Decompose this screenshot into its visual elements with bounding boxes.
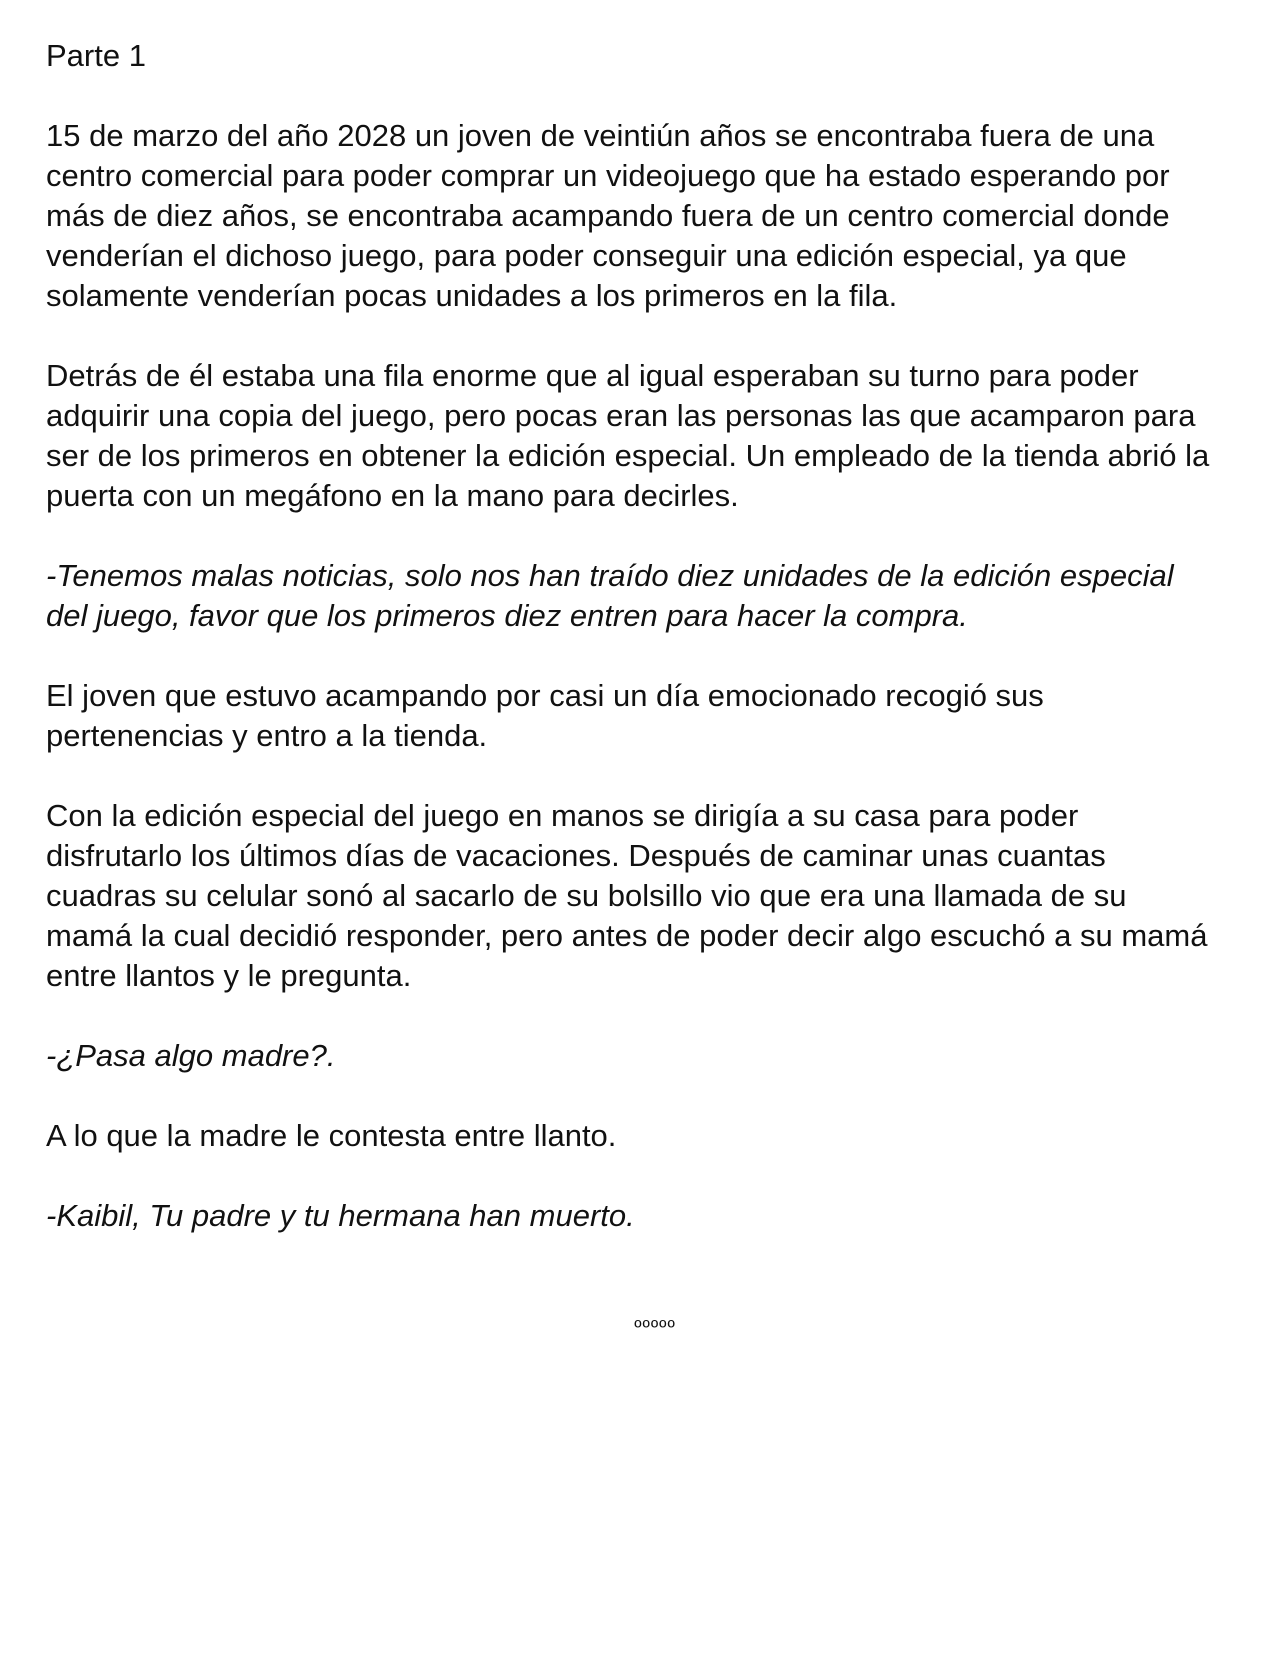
paragraph-3: El joven que estuvo acampando por casi un día emocionado recogió sus pertenencias y entro a la tienda.	[46, 678, 1044, 753]
section-heading: Parte 1	[46, 38, 146, 73]
dialogue-mother: -Kaibil, Tu padre y tu hermana han muerto.	[46, 1198, 635, 1233]
dialogue-son: -¿Pasa algo madre?.	[46, 1038, 336, 1073]
paragraph-2: Detrás de él estaba una fila enorme que al igual esperaban su turno para poder adquirir una copia del juego, pero pocas eran las personas las que acamparon para ser de los primeros en obtener la edición especial. Un empleado de la tienda abrió la puerta con un megáfono en la mano para decirles.	[46, 358, 1210, 513]
paragraph-1: 15 de marzo del año 2028 un joven de veintiún años se encontraba fuera de una centro comercial para poder comprar un videojuego que ha estado esperando por más de diez años, se encontraba acampando fuera de un centro comercial donde venderían el dichoso juego, para poder conseguir una edición especial, ya que solamente venderían pocas unidades a los primeros en la fila.	[46, 118, 1170, 313]
paragraph-4: Con la edición especial del juego en manos se dirigía a su casa para poder disfrutarlo los últimos días de vacaciones. Después de caminar unas cuantas cuadras su celular sonó al sacarlo de su bolsillo vio que era una llamada de su mamá la cual decidió responder, pero antes de poder decir algo escuchó a su mamá entre llantos y le pregunta.	[46, 798, 1208, 993]
paragraph-5: A lo que la madre le contesta entre llanto.	[46, 1118, 617, 1153]
dialogue-employee: -Tenemos malas noticias, solo nos han traído diez unidades de la edición especial del juego, favor que los primeros diez entren para hacer la compra.	[46, 558, 1174, 633]
section-divider: ººººº	[634, 1317, 676, 1339]
